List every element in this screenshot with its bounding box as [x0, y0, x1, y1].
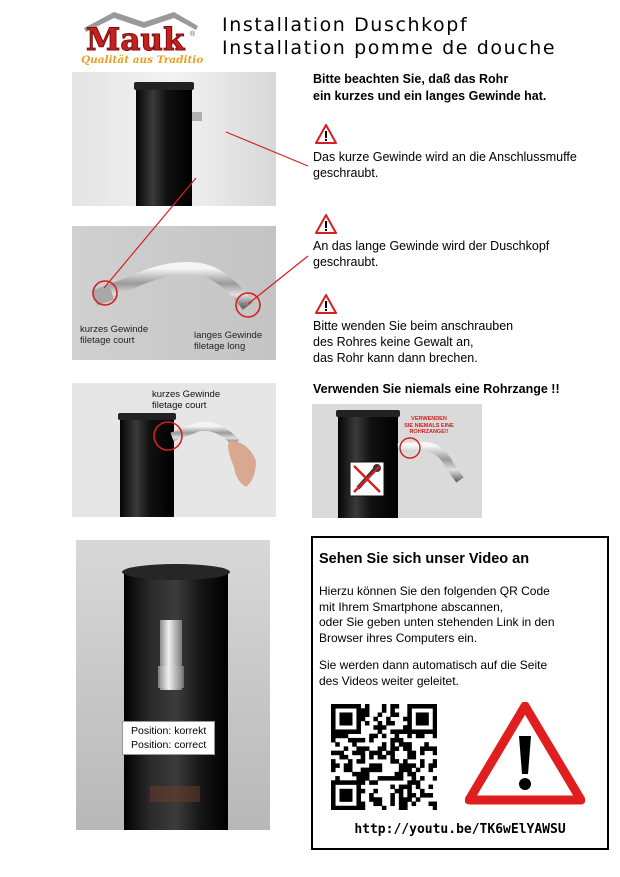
logo-wordmark: Mauk	[86, 22, 185, 58]
photo-screwing-in	[72, 383, 276, 517]
page-title-de: Installation Duschkopf	[222, 14, 469, 36]
caution-icon	[465, 702, 585, 806]
page-title-fr: Installation pomme de douche	[222, 37, 557, 59]
video-p1-line-4: Browser ihres Computers ein.	[319, 630, 478, 645]
label-short-thread-2-fr: filetage court	[152, 400, 207, 411]
wrench-warning-line-3: ROHRZANGE!!	[409, 429, 449, 435]
label-long-thread-de: langes Gewinde	[194, 330, 263, 341]
video-link[interactable]: http://youtu.be/TK6wElYAWSU	[354, 822, 566, 837]
warning-icon	[315, 294, 337, 314]
video-p2-line-2: des Videos weiter geleitet.	[319, 673, 459, 688]
label-short-thread-de: kurzes Gewinde	[80, 324, 149, 335]
video-p1-line-1: Hierzu können Sie den folgenden QR Code	[319, 584, 550, 598]
warn-3-line-3: das Rohr kann dann brechen.	[313, 351, 478, 365]
position-label-en: Position: correct	[131, 739, 207, 751]
wrench-warning-line-1: VERWENDEN	[411, 416, 447, 422]
position-label-de: Position: korrekt	[131, 725, 207, 737]
pipe-wrench-warning: Verwenden Sie niemals eine Rohrzange !!	[313, 382, 560, 396]
warn-2-line-2: geschraubt.	[313, 255, 379, 269]
label-short-thread-2-de: kurzes Gewinde	[152, 389, 221, 400]
warning-icon	[315, 124, 337, 144]
photo-correct-position	[76, 540, 270, 830]
video-p2-line-1: Sie werden dann automatisch auf die Seite	[319, 658, 548, 672]
logo-tagline: Qualität aus Tradition	[81, 54, 203, 66]
intro-line-1: Bitte beachten Sie, daß das Rohr	[313, 72, 509, 86]
svg-text:®: ®	[190, 31, 196, 38]
warn-2-line-1: An das lange Gewinde wird der Duschkopf	[313, 239, 550, 253]
qr-code[interactable]	[331, 704, 437, 810]
warn-1-line-1: Das kurze Gewinde wird an die Anschlussmuffe	[313, 150, 577, 164]
video-p1-line-3: oder Sie geben unten stehenden Link in den	[319, 615, 555, 629]
label-long-thread-fr: filetage long	[194, 341, 246, 352]
warn-1-line-2: geschraubt.	[313, 166, 379, 180]
video-heading: Sehen Sie sich unser Video an	[319, 551, 530, 567]
intro-line-2: ein kurzes und ein langes Gewinde hat.	[313, 89, 547, 103]
warning-icon	[315, 214, 337, 234]
video-p1-line-2: mit Ihrem Smartphone abscannen,	[319, 599, 504, 614]
video-info-box	[311, 536, 609, 850]
photo-no-wrench	[312, 404, 482, 518]
label-short-thread-fr: filetage court	[80, 335, 135, 346]
wrench-warning-line-2: SIE NIEMALS EINE	[404, 422, 454, 429]
warn-3-line-2: des Rohres keine Gewalt an,	[313, 335, 474, 349]
warn-3-line-1: Bitte wenden Sie beim anschrauben	[313, 319, 514, 333]
connector-lines	[0, 0, 620, 420]
